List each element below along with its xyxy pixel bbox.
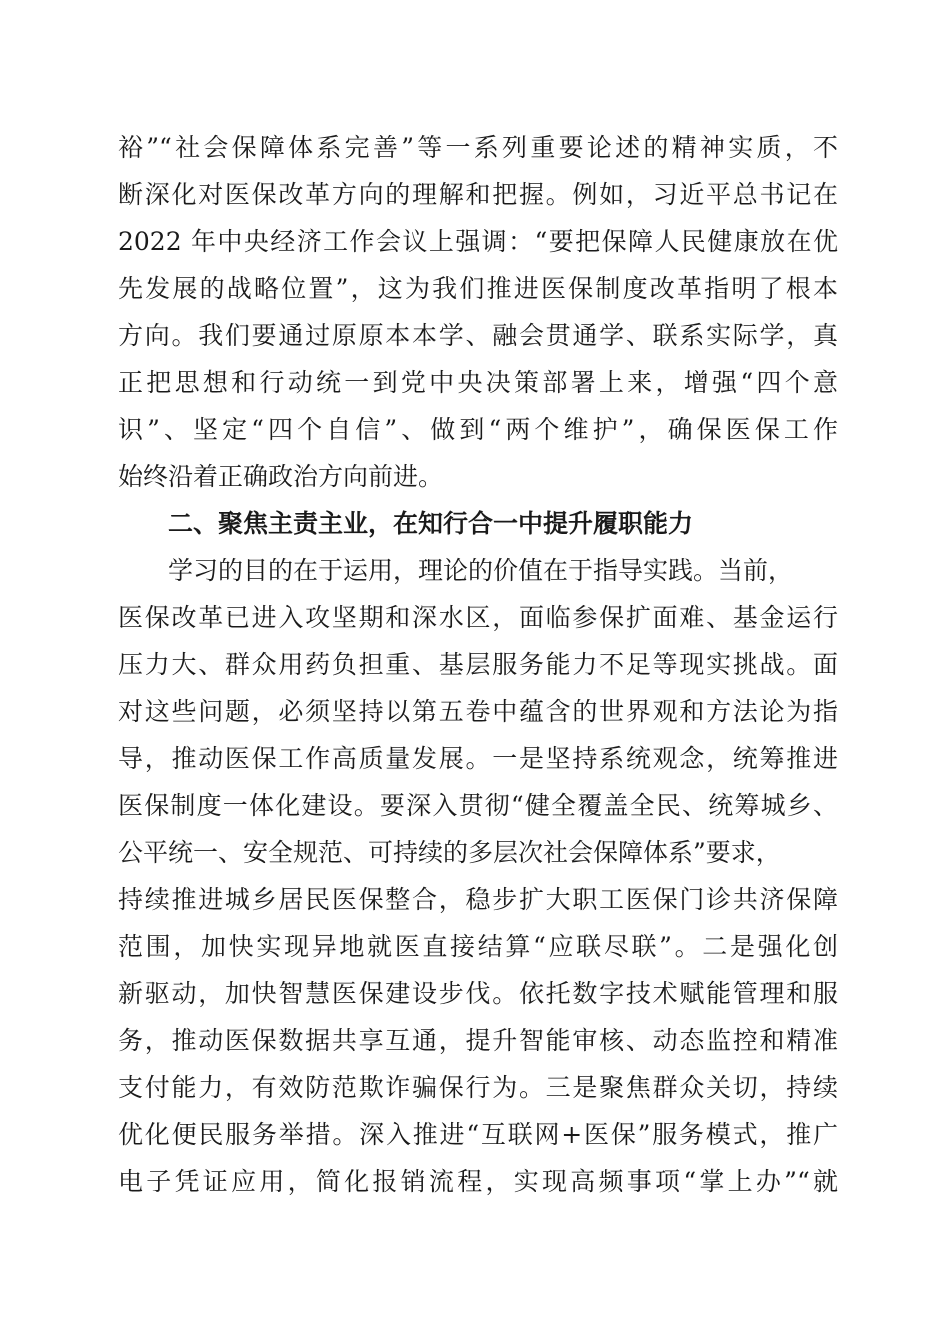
text-line-2: 断深化对医保改革方向的理解和把握。例如，习近平总书记在 bbox=[118, 180, 838, 209]
text-line-8: 始终沿着正确政治方向前进。 bbox=[118, 462, 444, 491]
text-line-1: 裕”“社会保障体系完善”等一系列重要论述的精神实质，不 bbox=[118, 133, 838, 162]
text-line-18: 范围，加快实现异地就医直接结算“应联尽联”。二是强化创 bbox=[118, 932, 838, 961]
text-line-23: 电子凭证应用，简化报销流程，实现高频事项“掌上办”“就 bbox=[118, 1167, 838, 1196]
section-heading: 二、聚焦主责主业，在知行合一中提升履职能力 bbox=[168, 509, 694, 538]
text-line-10: 学习的目的在于运用，理论的价值在于指导实践。当前， bbox=[168, 556, 794, 585]
text-line-6: 正把思想和行动统一到党中央决策部署上来，增强“四个意 bbox=[118, 368, 838, 397]
text-line-16: 公平统一、安全规范、可持续的多层次社会保障体系”要求， bbox=[118, 838, 781, 867]
text-line-5: 方向。我们要通过原原本本学、融会贯通学、联系实际学，真 bbox=[118, 321, 838, 350]
text-line-7: 识”、坚定“四个自信”、做到“两个维护”，确保医保工作 bbox=[118, 415, 838, 444]
text-line-3: 2022 年中央经济工作会议上强调：“要把保障人民健康放在优 bbox=[118, 227, 838, 256]
text-line-15: 医保制度一体化建设。要深入贯彻“健全覆盖全民、统筹城乡、 bbox=[118, 791, 838, 820]
text-line-17: 持续推进城乡居民医保整合，稳步扩大职工医保门诊共济保障 bbox=[118, 885, 838, 914]
text-line-20: 务，推动医保数据共享互通，提升智能审核、动态监控和精准 bbox=[118, 1026, 838, 1055]
text-line-14: 导，推动医保工作高质量发展。一是坚持系统观念，统筹推进 bbox=[118, 744, 838, 773]
text-line-22: 优化便民服务举措。深入推进“互联网+医保”服务模式，推广 bbox=[118, 1120, 838, 1149]
text-line-4: 先发展的战略位置”，这为我们推进医保制度改革指明了根本 bbox=[118, 274, 838, 303]
text-line-13: 对这些问题，必须坚持以第五卷中蕴含的世界观和方法论为指 bbox=[118, 697, 838, 726]
text-line-19: 新驱动，加快智慧医保建设步伐。依托数字技术赋能管理和服 bbox=[118, 979, 838, 1008]
text-line-21: 支付能力，有效防范欺诈骗保行为。三是聚焦群众关切，持续 bbox=[118, 1073, 838, 1102]
text-line-12: 压力大、群众用药负担重、基层服务能力不足等现实挑战。面 bbox=[118, 650, 838, 679]
text-line-11: 医保改革已进入攻坚期和深水区，面临参保扩面难、基金运行 bbox=[118, 603, 838, 632]
body-text bbox=[118, 124, 838, 1205]
